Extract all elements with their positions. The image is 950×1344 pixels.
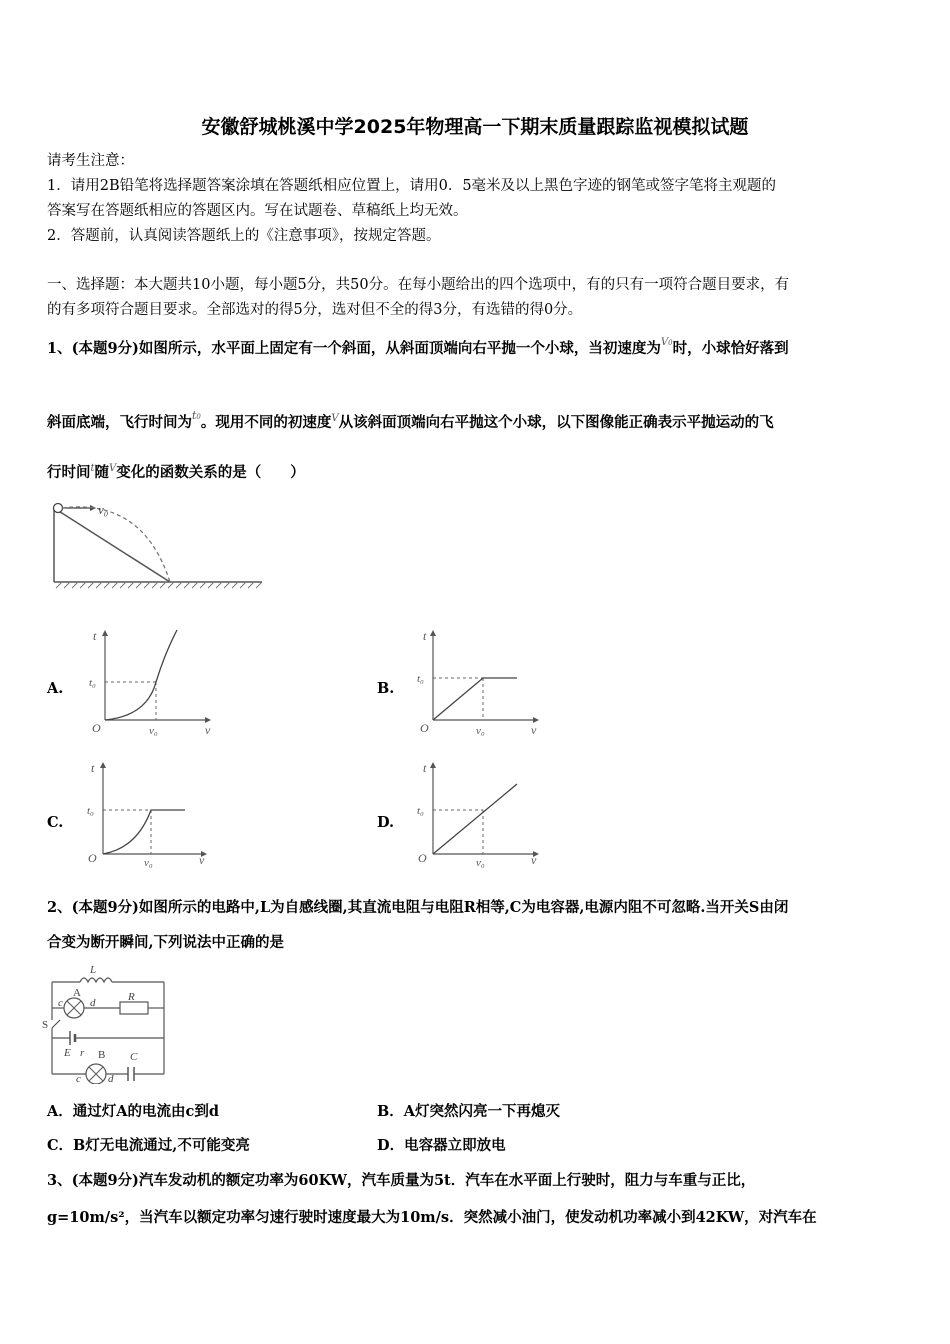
curve-a — [105, 630, 177, 720]
graph-d[interactable] — [415, 760, 550, 868]
axis-t-label: t — [423, 629, 427, 643]
axis-v-label: v — [531, 853, 537, 867]
section-line-1: 一、选择题：本大题共10小题，每小题5分，共50分。在每小题给出的四个选项中，有的只有一项符合题目要求，有 — [47, 277, 790, 293]
label-A: A — [73, 987, 81, 999]
label-R: R — [128, 991, 135, 1003]
q2-option-c[interactable]: C．B灯无电流通过,不可能变亮 — [47, 1137, 250, 1154]
ball-icon — [54, 504, 63, 513]
q2-option-b[interactable]: B．A灯突然闪亮一下再熄灭 — [377, 1103, 561, 1120]
q1-symbol-v: V — [331, 413, 339, 424]
q1-text-2c: 从该斜面顶端向右平抛这个小球，以下图像能正确表示平抛运动的飞 — [338, 414, 774, 431]
origin-label: O — [88, 851, 97, 865]
switch-icon — [52, 1020, 60, 1028]
q2-option-d[interactable]: D．电容器立即放电 — [377, 1137, 506, 1154]
v0-tick-label: v₀ — [476, 725, 485, 736]
trajectory-curve — [62, 507, 170, 582]
inductor-icon — [80, 978, 112, 982]
option-c-label[interactable]: C. — [47, 814, 64, 831]
q2-option-a[interactable]: A．通过灯A的电流由c到d — [47, 1103, 219, 1120]
circuit-diagram — [40, 962, 170, 1084]
v0-label: v₀ — [98, 502, 109, 517]
q1-symbol-v2: V — [109, 463, 117, 474]
axis-v-label: v — [199, 853, 205, 867]
section-line-2: 的有多项符合题目要求。全部选对的得5分，选对但不全的得3分，有选错的得0分。 — [47, 302, 583, 318]
graph-c[interactable] — [85, 760, 220, 868]
t0-tick-label: t₀ — [417, 805, 424, 817]
q1-line-2 — [47, 409, 774, 435]
resistor-icon — [120, 1002, 148, 1014]
graph-a[interactable] — [85, 628, 220, 736]
axis-t-label: t — [91, 761, 95, 775]
q1-text-3a: 行时间 — [47, 464, 91, 481]
curve-d — [433, 784, 517, 854]
label-d1: d — [90, 997, 96, 1009]
origin-label: O — [420, 721, 429, 735]
q1-text-1a: 1、(本题9分)如图所示，水平面上固定有一个斜面，从斜面顶端向右平抛一个小球，当初速度为 — [47, 340, 661, 357]
q1-text-2b: 。现用不同的初速度 — [200, 414, 332, 431]
q1-text-3c: 变化的函数关系的是（ ） — [116, 464, 305, 481]
q1-text-2a: 斜面底端，飞行时间为 — [47, 414, 192, 431]
q1-line-3 — [47, 463, 305, 485]
option-d-label[interactable]: D. — [377, 814, 395, 831]
q1-symbol-t0: t0 — [192, 409, 201, 422]
q2-line-1: 2、(本题9分)如图所示的电路中,L为自感线圈,其直流电阻与电阻R相等,C为电容器,电源内阻不可忽略.当开关S由闭 — [47, 899, 789, 916]
notice-line-1: 1．请用2B铅笔将选择题答案涂填在答题纸相应位置上，请用0．5毫米及以上黑色字迹的钢笔或签字笔将主观题的 — [47, 178, 777, 194]
label-c1: c — [58, 997, 63, 1009]
label-S: S — [42, 1019, 49, 1031]
incline-figure — [48, 500, 268, 595]
ground-hatch — [56, 582, 262, 588]
v0-tick-label: v₀ — [149, 725, 158, 736]
t0-tick-label: t₀ — [417, 673, 424, 685]
notice-line-3: 2．答题前，认真阅读答题纸上的《注意事项》，按规定答题。 — [47, 228, 441, 244]
q3-line-2: g=10m/s²，当汽车以额定功率匀速行驶时速度最大为10m/s．突然减小油门，使发动机功率减小到42KW，对汽车在 — [47, 1209, 817, 1226]
notice-heading: 请考生注意： — [47, 153, 134, 169]
label-r: r — [80, 1047, 85, 1059]
q3-line-1: 3、(本题9分)汽车发动机的额定功率为60KW，汽车质量为5t．汽车在水平面上行驶时，阻力与车重与正比， — [47, 1172, 756, 1189]
q1-text-3b: 随 — [94, 464, 110, 481]
label-c2: c — [76, 1073, 81, 1084]
q1-line-1 — [47, 339, 789, 361]
label-C: C — [130, 1051, 138, 1063]
q1-text-1b: 时，小球恰好落到 — [672, 340, 789, 357]
t0-tick-label: t₀ — [89, 677, 96, 689]
incline-slope — [54, 508, 170, 582]
v0-tick-label: v₀ — [476, 857, 485, 868]
t0-tick-label: t₀ — [87, 805, 94, 817]
axis-v-label: v — [205, 723, 211, 736]
page-title: 安徽舒城桃溪中学2025年物理高一下期末质量跟踪监视模拟试题 — [201, 116, 749, 138]
origin-label: O — [92, 721, 101, 735]
option-b-label[interactable]: B. — [377, 680, 395, 697]
option-a-label[interactable]: A. — [47, 680, 64, 697]
graph-b[interactable] — [415, 628, 550, 736]
curve-b — [433, 678, 517, 720]
q1-symbol-t: t — [90, 463, 95, 474]
label-L: L — [90, 964, 97, 976]
axis-t-label: t — [423, 761, 427, 775]
label-d2: d — [108, 1073, 114, 1084]
axis-t-label: t — [93, 629, 97, 643]
v0-tick-label: v₀ — [144, 857, 153, 868]
curve-c — [103, 810, 185, 854]
axis-v-label: v — [531, 723, 537, 736]
label-E: E — [64, 1047, 71, 1059]
notice-line-2: 答案写在答题纸相应的答题区内。写在试题卷、草稿纸上均无效。 — [47, 203, 468, 219]
q2-line-2: 合变为断开瞬间,下列说法中正确的是 — [47, 934, 285, 951]
q1-symbol-v0: V0 — [660, 337, 673, 348]
origin-label: O — [418, 851, 427, 865]
label-B: B — [98, 1049, 106, 1061]
